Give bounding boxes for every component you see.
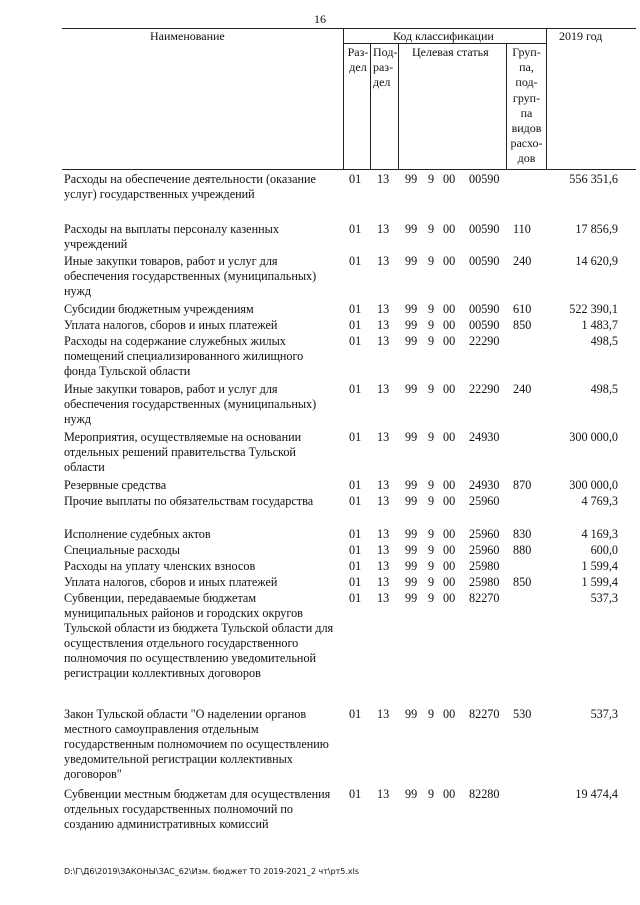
- row-amount: 19 474,4: [575, 787, 618, 801]
- row-code-r: 01: [349, 575, 362, 589]
- header-group-line: под-: [515, 75, 538, 90]
- row-code-t2: 9: [428, 172, 435, 186]
- row-amount: 4 769,3: [581, 494, 618, 508]
- row-code-g: 850: [513, 318, 532, 332]
- row-code-pr: 13: [377, 172, 390, 186]
- row-code-r: 01: [349, 318, 362, 332]
- row-code-pr: 13: [377, 591, 390, 605]
- row-code-t1: 99: [405, 591, 418, 605]
- row-code-t3: 00: [443, 222, 456, 236]
- row-code-t3: 00: [443, 707, 456, 721]
- row-code-t2: 9: [428, 543, 435, 557]
- row-code-t3: 00: [443, 527, 456, 541]
- row-code-pr: 13: [377, 302, 390, 316]
- row-code-t2: 9: [428, 382, 435, 396]
- page-number: 16: [314, 12, 326, 26]
- row-amount: 556 351,6: [569, 172, 618, 186]
- row-code-t1: 99: [405, 302, 418, 316]
- row-amount: 600,0: [590, 543, 618, 557]
- col-line-group: [546, 28, 547, 170]
- row-amount: 537,3: [590, 707, 618, 721]
- row-name: Расходы на обеспечение деятельности (оказание услуг) государственных учреждений: [64, 172, 316, 201]
- row-code-pr: 13: [377, 527, 390, 541]
- row-code-t3: 00: [443, 787, 456, 801]
- row-code-g: 870: [513, 478, 532, 492]
- row-name: Исполнение судебных актов: [64, 527, 211, 541]
- header-name: Наименование: [150, 29, 225, 43]
- header-group-line: Груп-: [512, 45, 541, 59]
- header-target: Целевая статья: [412, 45, 489, 59]
- row-name: Иные закупки товаров, работ и услуг для обеспечения государственных (муниципальных) нужд: [64, 382, 317, 426]
- header-razdel-line: Раз-: [347, 45, 369, 59]
- header-group-line: па,: [519, 60, 534, 75]
- row-code-t4: 22290: [469, 334, 500, 348]
- row-code-t2: 9: [428, 591, 435, 605]
- row-amount: 1 599,4: [581, 559, 618, 573]
- row-code-pr: 13: [377, 575, 390, 589]
- row-code-t2: 9: [428, 527, 435, 541]
- row-code-t3: 00: [443, 494, 456, 508]
- header-razdel: [346, 45, 370, 75]
- row-code-g: 240: [513, 254, 532, 268]
- row-code-pr: 13: [377, 707, 390, 721]
- row-code-r: 01: [349, 302, 362, 316]
- row-code-t3: 00: [443, 318, 456, 332]
- row-code-t2: 9: [428, 430, 435, 444]
- header-podrazdel-line: раз-: [373, 60, 394, 74]
- row-name: Прочие выплаты по обязательствам государства: [64, 494, 314, 508]
- row-code-g: 530: [513, 707, 532, 721]
- row-code-r: 01: [349, 494, 362, 508]
- row-code-t4: 24930: [469, 478, 500, 492]
- row-name: Иные закупки товаров, работ и услуг для обеспечения государственных (муниципальных) нужд: [64, 254, 317, 298]
- row-code-t4: 82270: [469, 591, 500, 605]
- row-code-t4: 25980: [469, 575, 500, 589]
- row-code-t4: 00590: [469, 172, 500, 186]
- row-code-t4: 24930: [469, 430, 500, 444]
- row-code-t3: 00: [443, 591, 456, 605]
- row-amount: 1 483,7: [581, 318, 618, 332]
- row-name: Расходы на выплаты персоналу казенных учреждений: [64, 222, 279, 251]
- row-code-pr: 13: [377, 430, 390, 444]
- row-code-pr: 13: [377, 318, 390, 332]
- row-code-t4: 25960: [469, 543, 500, 557]
- row-code-t4: 25960: [469, 527, 500, 541]
- row-name: Закон Тульской области "О наделении органов местного самоуправления отдельным государственным полномочием по осуществлению уведомительной регистрации коллективных договоров": [64, 707, 329, 781]
- row-name: Субвенции местным бюджетам для осуществления отдельных государственных полномочий по созданию административных комиссий: [64, 787, 331, 831]
- row-code-pr: 13: [377, 334, 390, 348]
- header-group: [507, 45, 546, 167]
- row-name: Уплата налогов, сборов и иных платежей: [64, 575, 278, 589]
- row-code-t2: 9: [428, 478, 435, 492]
- row-code-t3: 00: [443, 543, 456, 557]
- row-code-t1: 99: [405, 787, 418, 801]
- row-code-pr: 13: [377, 494, 390, 508]
- row-name: Уплата налогов, сборов и иных платежей: [64, 318, 278, 332]
- row-name: Мероприятия, осуществляемые на основании отдельных решений правительства Тульской области: [64, 430, 302, 474]
- row-code-t4: 82280: [469, 787, 500, 801]
- row-code-t1: 99: [405, 494, 418, 508]
- header-bottom-border: [62, 169, 636, 170]
- row-amount: 300 000,0: [569, 430, 618, 444]
- row-code-t1: 99: [405, 478, 418, 492]
- row-code-t1: 99: [405, 172, 418, 186]
- header-razdel-line: дел: [349, 60, 367, 74]
- row-code-t4: 25960: [469, 494, 500, 508]
- row-code-t1: 99: [405, 318, 418, 332]
- row-amount: 4 169,3: [581, 527, 618, 541]
- header-group-line: па: [520, 105, 533, 120]
- row-amount: 498,5: [590, 334, 618, 348]
- row-code-t1: 99: [405, 334, 418, 348]
- header-podrazdel: [373, 45, 397, 90]
- row-code-r: 01: [349, 254, 362, 268]
- header-group-line: видов: [511, 121, 542, 136]
- col-line-name: [343, 28, 344, 170]
- row-code-t1: 99: [405, 222, 418, 236]
- row-name: Расходы на уплату членских взносов: [64, 559, 256, 573]
- row-amount: 300 000,0: [569, 478, 618, 492]
- row-code-r: 01: [349, 222, 362, 236]
- header-group-line: груп-: [512, 90, 541, 105]
- row-code-t3: 00: [443, 559, 456, 573]
- row-code-t2: 9: [428, 559, 435, 573]
- row-code-r: 01: [349, 527, 362, 541]
- row-code-t3: 00: [443, 382, 456, 396]
- row-amount: 498,5: [590, 382, 618, 396]
- row-code-r: 01: [349, 334, 362, 348]
- row-code-t3: 00: [443, 478, 456, 492]
- row-code-t1: 99: [405, 254, 418, 268]
- row-code-t2: 9: [428, 575, 435, 589]
- row-code-t4: 00590: [469, 222, 500, 236]
- row-code-t4: 00590: [469, 318, 500, 332]
- row-code-t1: 99: [405, 527, 418, 541]
- row-code-pr: 13: [377, 543, 390, 557]
- row-code-pr: 13: [377, 478, 390, 492]
- row-code-pr: 13: [377, 222, 390, 236]
- row-code-pr: 13: [377, 254, 390, 268]
- row-code-t1: 99: [405, 575, 418, 589]
- row-code-r: 01: [349, 707, 362, 721]
- header-group-line: расхо-: [510, 136, 543, 151]
- row-code-t2: 9: [428, 318, 435, 332]
- row-code-t4: 25980: [469, 559, 500, 573]
- row-code-t1: 99: [405, 543, 418, 557]
- row-code-t2: 9: [428, 302, 435, 316]
- row-code-t3: 00: [443, 430, 456, 444]
- row-code-r: 01: [349, 591, 362, 605]
- row-code-t2: 9: [428, 334, 435, 348]
- row-code-t3: 00: [443, 172, 456, 186]
- row-code-r: 01: [349, 559, 362, 573]
- row-code-g: 850: [513, 575, 532, 589]
- row-code-g: 110: [513, 222, 531, 236]
- row-name: Субсидии бюджетным учреждениям: [64, 302, 254, 316]
- row-name: Расходы на содержание служебных жилых помещений специализированного жилищного фонда Тульской области: [64, 334, 304, 378]
- row-code-t4: 22290: [469, 382, 500, 396]
- col-line-razdel: [370, 43, 371, 170]
- row-code-t2: 9: [428, 222, 435, 236]
- row-code-t2: 9: [428, 787, 435, 801]
- row-code-g: 610: [513, 302, 532, 316]
- row-code-pr: 13: [377, 382, 390, 396]
- row-amount: 537,3: [590, 591, 618, 605]
- header-top-border: [62, 28, 636, 29]
- row-code-g: 240: [513, 382, 532, 396]
- row-code-r: 01: [349, 787, 362, 801]
- row-code-t1: 99: [405, 559, 418, 573]
- row-code-r: 01: [349, 543, 362, 557]
- row-code-t1: 99: [405, 382, 418, 396]
- row-code-r: 01: [349, 382, 362, 396]
- row-amount: 14 620,9: [575, 254, 618, 268]
- row-name: Специальные расходы: [64, 543, 180, 557]
- row-code-t2: 9: [428, 494, 435, 508]
- row-amount: 522 390,1: [569, 302, 618, 316]
- row-amount: 17 856,9: [575, 222, 618, 236]
- row-code-r: 01: [349, 430, 362, 444]
- row-amount: 1 599,4: [581, 575, 618, 589]
- row-code-t3: 00: [443, 575, 456, 589]
- row-name: Резервные средства: [64, 478, 167, 492]
- row-code-pr: 13: [377, 559, 390, 573]
- row-code-t1: 99: [405, 430, 418, 444]
- row-code-t4: 00590: [469, 254, 500, 268]
- row-code-t3: 00: [443, 254, 456, 268]
- row-code-t4: 00590: [469, 302, 500, 316]
- row-code-g: 880: [513, 543, 532, 557]
- row-name: Субвенции, передаваемые бюджетам муниципальных районов и городских округов Тульской области из бюджета Тульской области для осуществления отдельного государственного полномочия по осуществлению уведомительной регистрации коллективных договоров: [64, 591, 334, 680]
- header-podrazdel-line: Под-: [373, 45, 398, 59]
- header-year: 2019 год: [559, 29, 603, 43]
- row-code-t3: 00: [443, 334, 456, 348]
- row-code-t4: 82270: [469, 707, 500, 721]
- row-code-t1: 99: [405, 707, 418, 721]
- header-podrazdel-line: дел: [373, 75, 391, 89]
- row-code-t3: 00: [443, 302, 456, 316]
- col-line-podrazdel: [398, 43, 399, 170]
- row-code-r: 01: [349, 172, 362, 186]
- row-code-t2: 9: [428, 254, 435, 268]
- row-code-g: 830: [513, 527, 532, 541]
- header-group-line: дов: [517, 151, 536, 166]
- footer-file-path: D:\Г\Д6\2019\ЗАКОНЫ\ЗАС_62\Изм. бюджет ТО 2019-2021_2 чт\рт5.xls: [64, 867, 360, 876]
- header-code: Код классификации: [393, 29, 494, 43]
- row-code-pr: 13: [377, 787, 390, 801]
- row-code-r: 01: [349, 478, 362, 492]
- row-code-t2: 9: [428, 707, 435, 721]
